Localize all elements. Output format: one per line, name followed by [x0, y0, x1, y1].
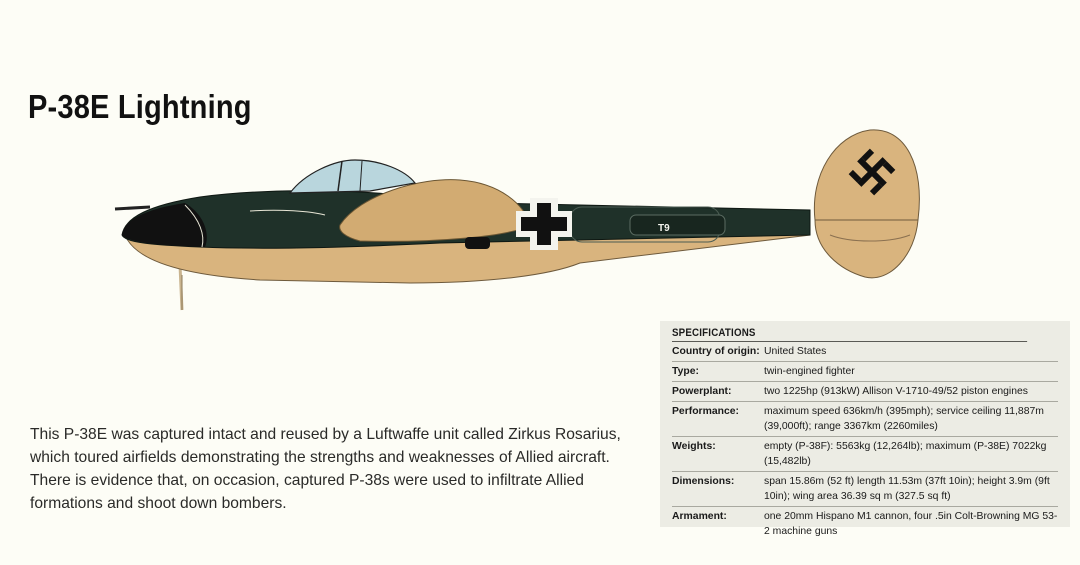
- spec-value: two 1225hp (913kW) Allison V-1710-49/52 piston engines: [764, 386, 1028, 397]
- fuselage-code: T9: [658, 223, 670, 234]
- tail-fin: [814, 130, 919, 278]
- nose-guns: [115, 207, 150, 209]
- spec-value: one 20mm Hispano M1 cannon, four .5in Colt-Browning MG 53-2 machine guns: [764, 511, 1058, 537]
- spec-row-weights: [672, 437, 1058, 472]
- specifications-heading: SPECIFICATIONS: [672, 327, 1027, 342]
- specifications-table: [660, 321, 1070, 537]
- spec-row-type: [672, 362, 1058, 382]
- spec-label: Powerplant:: [672, 386, 732, 397]
- spec-label: Performance:: [672, 406, 739, 417]
- spec-row-country: [672, 342, 1058, 362]
- spec-label: Country of origin:: [672, 346, 760, 357]
- spec-value: empty (P-38F): 5563kg (12,264lb); maximum (P-38E) 7022kg (15,482lb): [764, 441, 1047, 467]
- canopy: [290, 160, 415, 193]
- page-title: P-38E Lightning: [28, 88, 252, 125]
- spec-value: span 15.86m (52 ft) length 11.53m (37ft 10in); height 3.9m (9ft 10in); wing area 36.39 sq m (327.5 sq ft): [764, 476, 1050, 502]
- nose-gear: [180, 265, 182, 310]
- aircraft-description: This P-38E was captured intact and reused by a Luftwaffe unit called Zirkus Rosarius, which toured airfields demonstrating the strengths and weaknesses of Allied aircraft. There is evidence that, on occasion, captured P-38s were used to infiltrate Allied formations and shoot down bombers.: [30, 426, 621, 512]
- spec-row-dimensions: [672, 472, 1058, 507]
- spec-value: twin-engined fighter: [764, 366, 855, 377]
- intake: [465, 237, 490, 249]
- spec-row-powerplant: [672, 382, 1058, 402]
- aircraft-illustration: [110, 125, 930, 320]
- spec-row-armament: [672, 507, 1058, 541]
- spec-label: Dimensions:: [672, 476, 735, 487]
- spec-value: maximum speed 636km/h (395mph); service ceiling 11,887m (39,000ft); range 3367km (2260miles): [764, 406, 1044, 432]
- spec-label: Type:: [672, 366, 699, 377]
- spec-value: United States: [764, 346, 827, 357]
- turbo-housing: [630, 215, 725, 235]
- spec-row-performance: [672, 402, 1058, 437]
- spec-label: Weights:: [672, 441, 716, 452]
- spec-label: Armament:: [672, 511, 727, 522]
